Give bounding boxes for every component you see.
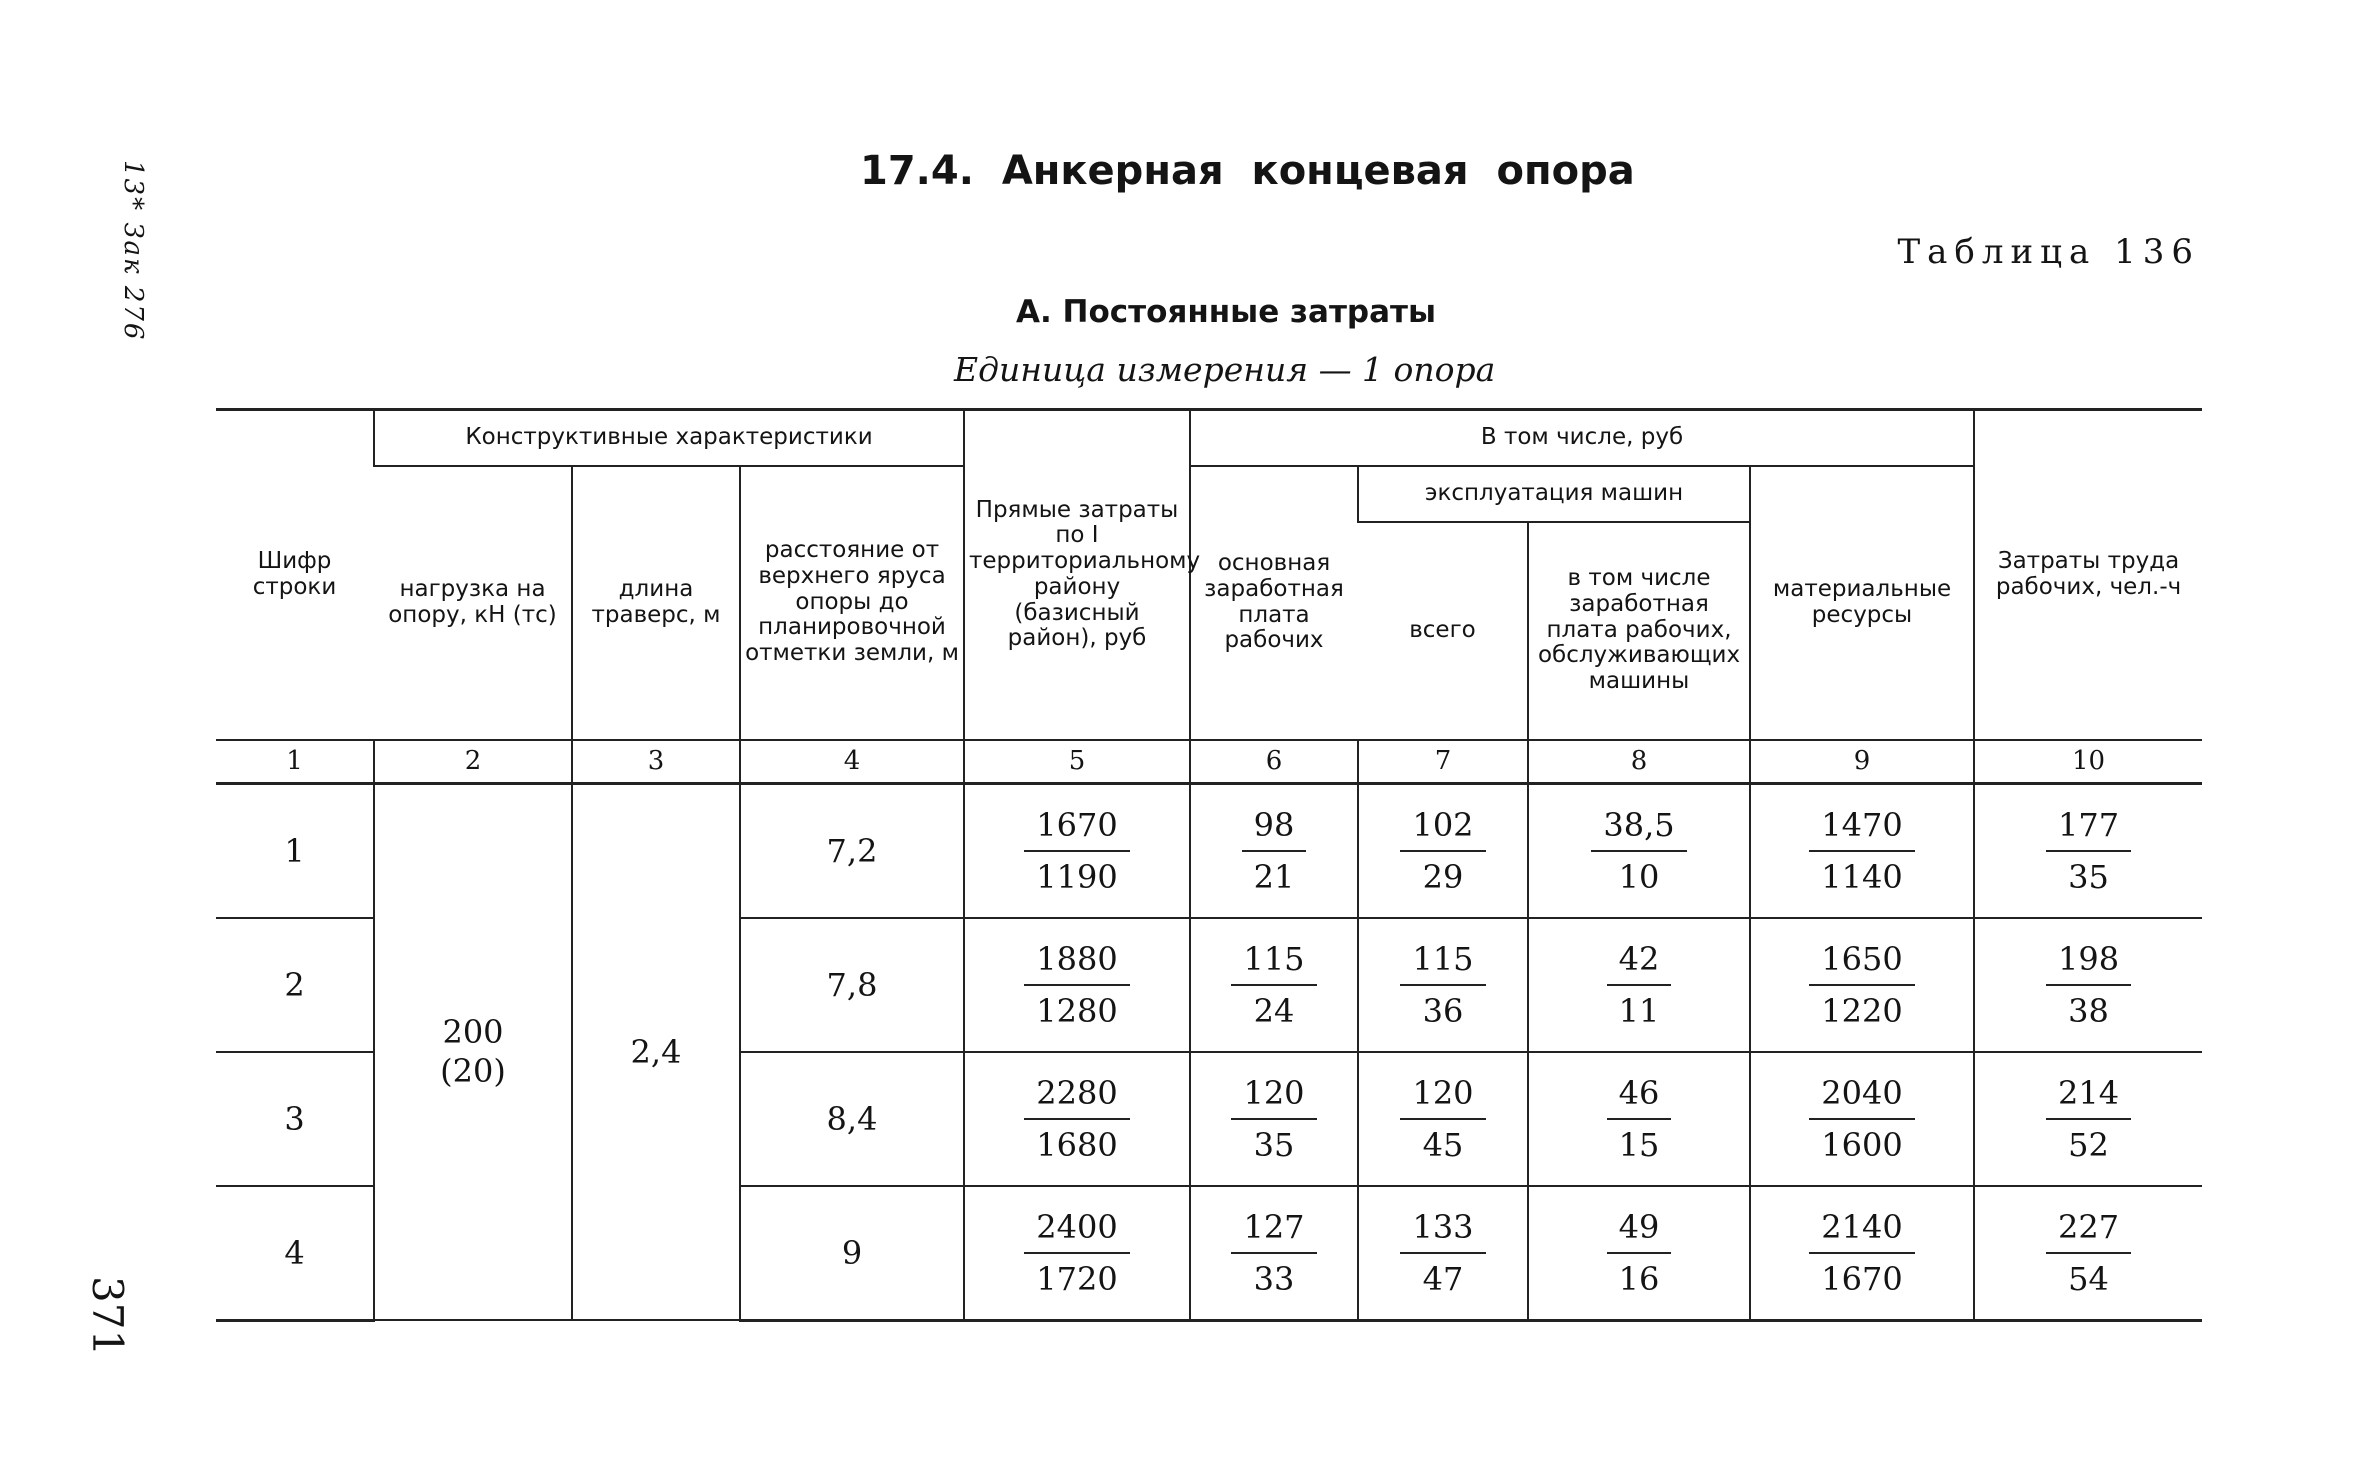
row-code: 3 — [216, 1052, 374, 1186]
load-value-cell — [374, 783, 572, 1320]
labor-cell — [1974, 918, 2202, 1052]
fraction — [1231, 940, 1316, 1030]
labor-cell — [1974, 1052, 2202, 1186]
header-distance: расстояние от верхнего яруса опоры до планировочной отметки земли, м — [740, 466, 964, 740]
fraction — [2046, 1074, 2131, 1164]
cost-table — [216, 408, 2202, 1322]
denominator: 16 — [1618, 1259, 1660, 1298]
denominator: 1280 — [1036, 991, 1118, 1030]
fraction — [1809, 1074, 1914, 1164]
header-base-wage: основная заработная плата рабочих — [1190, 466, 1358, 740]
denominator: 33 — [1253, 1259, 1295, 1298]
machines-wage-cell — [1528, 1186, 1750, 1321]
direct-costs-cell — [964, 1052, 1190, 1186]
fraction — [1809, 940, 1914, 1030]
header-load: нагрузка на опору, кН (тс) — [374, 466, 572, 740]
numerator: 42 — [1607, 940, 1672, 986]
header-including-group: В том числе, руб — [1190, 410, 1974, 466]
fraction — [1400, 1208, 1485, 1298]
numerator: 1470 — [1809, 806, 1914, 852]
numerator: 120 — [1400, 1074, 1485, 1120]
fraction — [1607, 940, 1672, 1030]
fraction — [1024, 1208, 1129, 1298]
row-code: 4 — [216, 1186, 374, 1321]
machines-wage-cell — [1528, 918, 1750, 1052]
machines-total-cell — [1358, 1052, 1528, 1186]
denominator: 35 — [2068, 857, 2109, 896]
denominator: 29 — [1422, 857, 1464, 896]
header-machines-total: всего — [1358, 522, 1528, 740]
fraction — [1024, 806, 1129, 896]
labor-cell — [1974, 783, 2202, 918]
denominator: 1600 — [1821, 1125, 1903, 1164]
fraction — [1400, 940, 1485, 1030]
materials-cell — [1750, 1052, 1974, 1186]
machines-wage-cell — [1528, 1052, 1750, 1186]
denominator: 52 — [2068, 1125, 2109, 1164]
fraction — [2046, 1208, 2131, 1298]
header-machines-wage: в том числе заработная плата рабочих, обслуживающих машины — [1528, 522, 1750, 740]
section-title: 17.4. Анкерная концевая опора — [860, 148, 1635, 194]
numerator: 46 — [1607, 1074, 1672, 1120]
fraction — [2046, 940, 2131, 1030]
distance-value: 7,2 — [740, 783, 964, 918]
column-number: 9 — [1750, 740, 1974, 784]
denominator: 11 — [1618, 991, 1660, 1030]
numerator: 2400 — [1024, 1208, 1129, 1254]
numerator: 1880 — [1024, 940, 1129, 986]
column-number: 8 — [1528, 740, 1750, 784]
table-row — [216, 783, 2202, 918]
fraction — [1607, 1208, 1672, 1298]
denominator: 1140 — [1821, 857, 1903, 896]
denominator: 21 — [1253, 857, 1295, 896]
load-value-tc: (20) — [440, 1051, 506, 1090]
numerator: 2040 — [1809, 1074, 1914, 1120]
denominator: 45 — [1422, 1125, 1464, 1164]
column-number: 7 — [1358, 740, 1528, 784]
table-label: Таблица 136 — [1897, 232, 2200, 272]
column-number: 5 — [964, 740, 1190, 784]
numerator: 115 — [1400, 940, 1485, 986]
base-wage-cell — [1190, 1052, 1358, 1186]
denominator: 35 — [1253, 1125, 1295, 1164]
header-materials: материальные ресурсы — [1750, 466, 1974, 740]
row-code: 1 — [216, 783, 374, 918]
numerator: 177 — [2046, 806, 2131, 852]
numerator: 1650 — [1809, 940, 1914, 986]
base-wage-cell — [1190, 783, 1358, 918]
numerator: 115 — [1231, 940, 1316, 986]
numerator: 227 — [2046, 1208, 2131, 1254]
traverse-value: 2,4 — [572, 783, 740, 1320]
denominator: 1190 — [1036, 857, 1118, 896]
numerator: 2280 — [1024, 1074, 1129, 1120]
base-wage-cell — [1190, 1186, 1358, 1321]
materials-cell — [1750, 1186, 1974, 1321]
distance-value: 8,4 — [740, 1052, 964, 1186]
column-number: 1 — [216, 740, 374, 784]
numerator: 1670 — [1024, 806, 1129, 852]
denominator: 1720 — [1036, 1259, 1118, 1298]
fraction — [1024, 940, 1129, 1030]
materials-cell — [1750, 783, 1974, 918]
base-wage-cell — [1190, 918, 1358, 1052]
denominator: 10 — [1618, 857, 1660, 896]
unit-of-measure: Единица измерения — 1 опора — [954, 350, 1496, 389]
materials-cell — [1750, 918, 1974, 1052]
machines-total-cell — [1358, 783, 1528, 918]
numerator: 2140 — [1809, 1208, 1914, 1254]
fraction — [1591, 806, 1686, 896]
denominator: 38 — [2068, 991, 2109, 1030]
fraction — [1242, 806, 1307, 896]
numerator: 120 — [1231, 1074, 1316, 1120]
fraction — [1400, 1074, 1485, 1164]
fraction — [1809, 806, 1914, 896]
numerator: 198 — [2046, 940, 2131, 986]
numerator: 102 — [1400, 806, 1485, 852]
machines-total-cell — [1358, 1186, 1528, 1321]
fraction — [2046, 806, 2131, 896]
numerator: 214 — [2046, 1074, 2131, 1120]
column-number: 3 — [572, 740, 740, 784]
denominator: 54 — [2068, 1259, 2109, 1298]
header-traverse: длина траверс, м — [572, 466, 740, 740]
column-number: 6 — [1190, 740, 1358, 784]
numerator: 133 — [1400, 1208, 1485, 1254]
machines-wage-cell — [1528, 783, 1750, 918]
page-number: 371 — [83, 1276, 132, 1357]
fraction — [1231, 1074, 1316, 1164]
numerator: 127 — [1231, 1208, 1316, 1254]
denominator: 24 — [1253, 991, 1295, 1030]
machines-total-cell — [1358, 918, 1528, 1052]
header-machines-group: эксплуатация машин — [1358, 466, 1750, 522]
denominator: 15 — [1618, 1125, 1660, 1164]
header-row-code: Шифр строки — [216, 410, 374, 740]
fraction — [1024, 1074, 1129, 1164]
fraction — [1231, 1208, 1316, 1298]
table-subtitle: А. Постоянные затраты — [1016, 294, 1437, 330]
direct-costs-cell — [964, 1186, 1190, 1321]
header-construct-group: Конструктивные характеристики — [374, 410, 964, 466]
direct-costs-cell — [964, 783, 1190, 918]
denominator: 36 — [1422, 991, 1464, 1030]
column-number: 2 — [374, 740, 572, 784]
fraction — [1607, 1074, 1672, 1164]
direct-costs-cell — [964, 918, 1190, 1052]
header-labor: Затраты труда рабочих, чел.-ч — [1974, 410, 2202, 740]
distance-value: 9 — [740, 1186, 964, 1321]
numerator: 38,5 — [1591, 806, 1686, 852]
column-number: 4 — [740, 740, 964, 784]
margin-order-note: 13* Зак 276 — [118, 160, 148, 342]
denominator: 1670 — [1821, 1259, 1903, 1298]
load-value-kn: 200 — [442, 1013, 504, 1052]
fraction — [1400, 806, 1485, 896]
denominator: 1680 — [1036, 1125, 1118, 1164]
distance-value: 7,8 — [740, 918, 964, 1052]
row-code: 2 — [216, 918, 374, 1052]
header-direct-costs: Прямые затраты по I территориальному району (базисный район), руб — [964, 410, 1190, 740]
fraction — [1809, 1208, 1914, 1298]
numerator: 98 — [1242, 806, 1307, 852]
denominator: 1220 — [1821, 991, 1903, 1030]
labor-cell — [1974, 1186, 2202, 1321]
column-number: 10 — [1974, 740, 2202, 784]
numerator: 49 — [1607, 1208, 1672, 1254]
denominator: 47 — [1422, 1259, 1464, 1298]
